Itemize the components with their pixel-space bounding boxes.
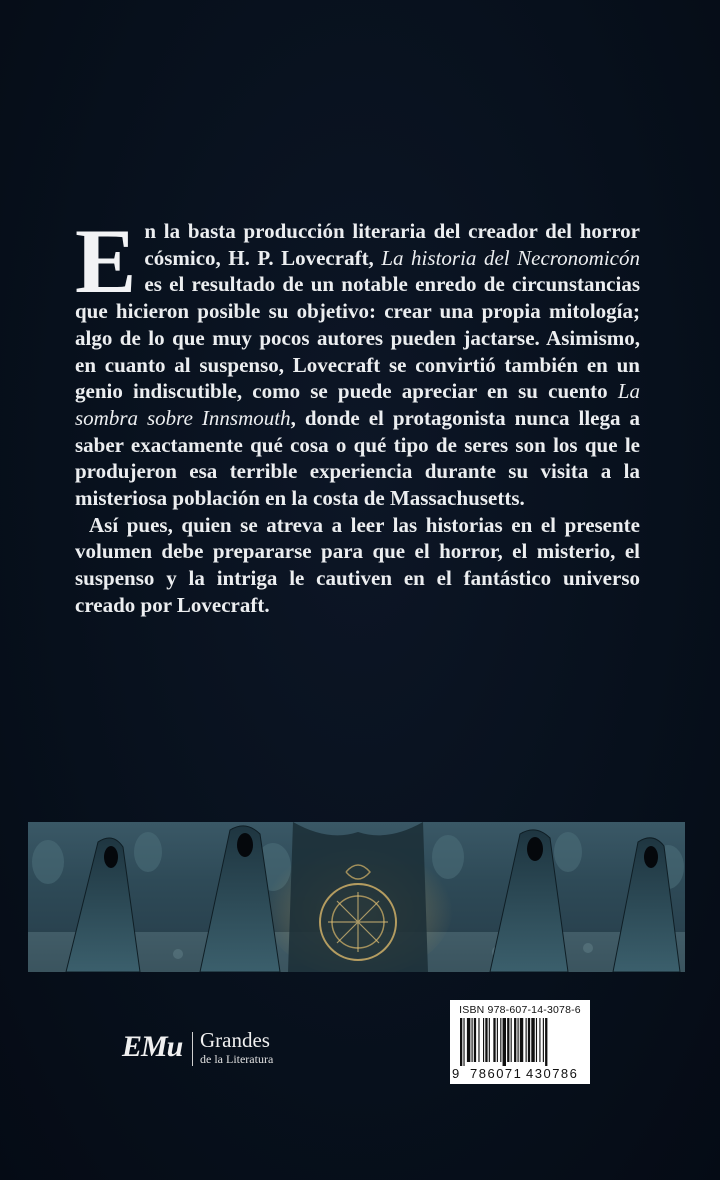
publisher-logo <box>122 1028 302 1072</box>
blurb-text: , donde el protagonista nunca llega a saber exactamente qué cosa o qué tipo de seres son los que le produjeron esa terrible experiencia durante su visita a la misteriosa población en la costa de Massachusetts. <box>75 405 641 511</box>
barcode-digit-first: 9 <box>452 1066 461 1081</box>
barcode-stripe <box>463 1018 464 1066</box>
isbn-label: ISBN 978-607-14-3078-6 <box>459 1004 581 1016</box>
barcode-stripe <box>528 1018 530 1062</box>
barcode-stripe <box>474 1018 476 1062</box>
blurb-text: n la basta producción literaria del creador del horror cósmico, H. P. Lovecraft, <box>144 219 640 270</box>
barcode-stripe <box>493 1018 495 1062</box>
barcode-stripe <box>478 1018 479 1062</box>
series-subtitle: de la Literatura <box>200 1052 274 1066</box>
barcode-digits-left: 786071 <box>470 1066 523 1081</box>
barcode-stripe <box>489 1018 490 1062</box>
barcode-stripe <box>543 1018 544 1062</box>
barcode-bars <box>460 1018 580 1066</box>
barcode-stripe <box>526 1018 527 1062</box>
blurb-text: es el resultado de un notable enredo de circunstancias que hicieron posible su objetivo: crear una propia mitología; algo de lo que muy pocos autores pueden jactarse. Asimismo, en cuanto al suspenso, Lovecraft se convirtió también en un genio indiscutible, como se puede apreciar en su cuento <box>75 272 640 404</box>
drop-cap: E <box>75 210 137 312</box>
isbn-barcode <box>450 1000 590 1084</box>
barcode-stripe <box>503 1018 506 1066</box>
barcode-digits-right: 430786 <box>526 1066 579 1081</box>
barcode-stripe <box>500 1018 501 1062</box>
barcode-stripe <box>507 1018 509 1062</box>
back-cover-blurb <box>75 210 641 619</box>
blurb-paragraph-1 <box>75 210 641 512</box>
barcode-stripe <box>460 1018 462 1066</box>
hooded-figures-illustration <box>28 822 685 972</box>
emu-logo: EMu <box>122 1030 183 1063</box>
barcode-stripe <box>497 1018 498 1062</box>
barcode-stripe <box>511 1018 512 1062</box>
barcode-stripe <box>483 1018 484 1062</box>
barcode-stripe <box>472 1018 473 1062</box>
barcode-stripe <box>514 1018 516 1062</box>
logo-divider <box>192 1032 193 1066</box>
barcode-stripe <box>531 1018 534 1062</box>
series-title: Grandes <box>200 1028 270 1052</box>
barcode-stripe <box>518 1018 519 1062</box>
barcode-stripe <box>485 1018 487 1062</box>
barcode-stripe <box>467 1018 470 1062</box>
barcode-stripe <box>545 1018 547 1066</box>
blurb-paragraph-2: Así pues, quien se atreva a leer las historias en el presente volumen debe prepararse para que el horror, el misterio, el suspenso y la intriga le cautiven en el fantástico universo creado por Lovecraft. <box>75 512 640 617</box>
barcode-stripe <box>539 1018 540 1062</box>
barcode-stripe <box>536 1018 537 1062</box>
story-title-italic: La sombra sobre Innsmouth <box>75 379 640 430</box>
book-title-italic: La historia del Necronomicón <box>381 245 640 270</box>
barcode-stripe <box>520 1018 523 1062</box>
